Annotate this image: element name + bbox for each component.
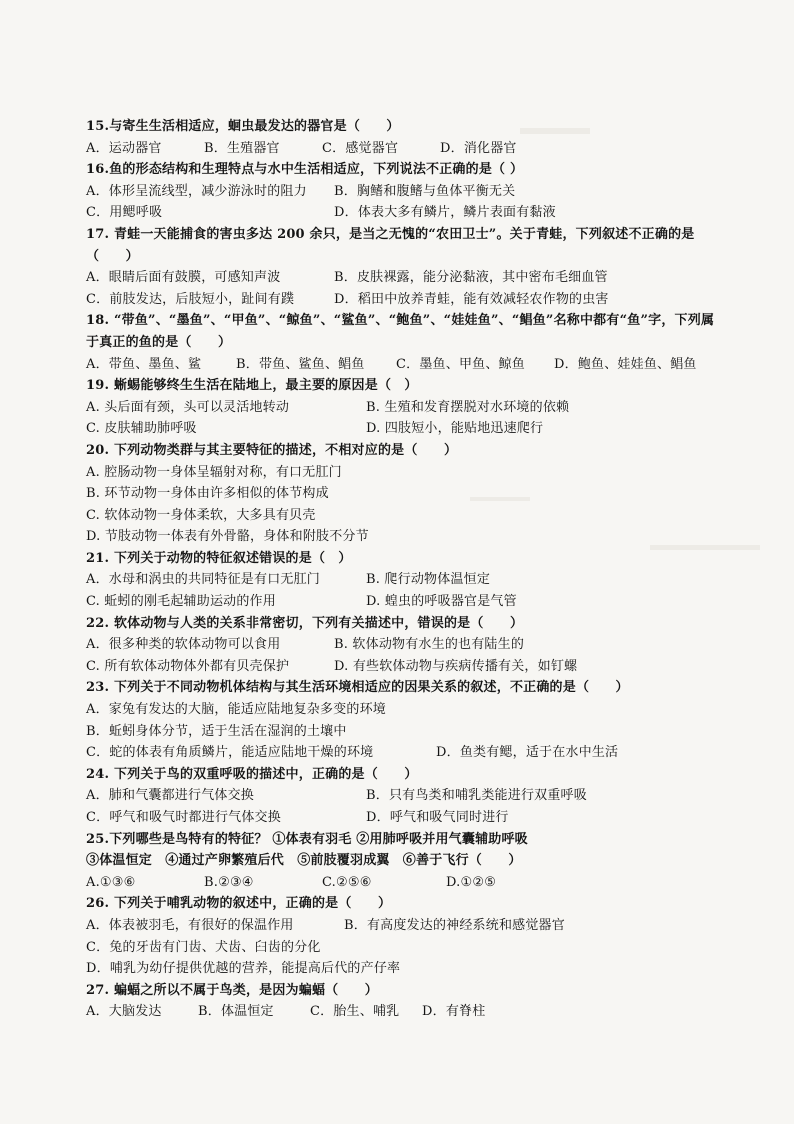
option-b: B. 爬行动物体温恒定: [366, 572, 491, 588]
question-27-stem: 27. 蝙蝠之所以不属于鸟类，是因为蝙蝠（ ）: [86, 982, 378, 998]
option-a: A. 腔肠动物一身体呈辐射对称，有口无肛门: [86, 464, 342, 480]
option-c: C．呼气和吸气时都进行气体交换: [86, 810, 281, 825]
option-a: A．肺和气囊都进行气体交换: [86, 788, 254, 804]
question-15-options: [86, 138, 726, 160]
option-a: A.①③⑥: [86, 874, 136, 890]
option-a: A．眼睛后面有鼓膜，可感知声波: [86, 270, 281, 286]
option-a: A．体形呈流线型，减少游泳时的阻力: [86, 183, 307, 199]
question-15-stem: 15.与寄生生活相适应，蛔虫最发达的器官是（ ）: [86, 119, 400, 134]
question-24-options: [86, 785, 726, 807]
question-25-options: [86, 872, 726, 894]
option-c: C. 所有软体动物体外都有贝壳保护: [86, 658, 290, 674]
question-23-stem: 23. 下列关于不同动物机体结构与其生活环境相适应的因果关系的叙述，不正确的是（ ）: [86, 680, 629, 696]
question-27-options: [86, 1001, 726, 1023]
question-23-options: [86, 742, 726, 764]
option-a: A．体表被羽毛，有很好的保温作用: [86, 917, 294, 933]
option-c: C．兔的牙齿有门齿、犬齿、臼齿的分化: [86, 939, 321, 955]
option-c: C．感觉器官: [322, 140, 399, 156]
question-21-options: [86, 591, 726, 613]
option-a: A. 头后面有颈，头可以灵活地转动: [86, 399, 290, 415]
question-22-options: [86, 634, 726, 656]
option-c: C. 蚯蚓的刚毛起辅助运动的作用: [86, 594, 276, 610]
option-d: D．稻田中放养青蛙，能有效减轻农作物的虫害: [334, 291, 609, 307]
question-21-stem: 21. 下列关于动物的特征叙述错误的是（ ）: [86, 550, 352, 566]
question-19-options: [86, 418, 726, 440]
option-d: D. 蝗虫的呼吸器官是气管: [366, 594, 517, 610]
question-18-stem: 18. “带鱼”、“墨鱼”、“甲鱼”、“鲸鱼”、“鲨鱼”、“鲍鱼”、“娃娃鱼”、“鲳鱼”名称中都有“鱼”字，下列属于真正的鱼的是（ ）: [86, 313, 715, 350]
question-18-options: [86, 354, 726, 376]
question-19-options: [86, 397, 726, 419]
option-c: C. 皮肤辅助肺呼吸: [86, 421, 197, 437]
option-d: D. 有些软体动物与疾病传播有关，如钉螺: [334, 658, 578, 674]
option-b: B．生殖器官: [204, 140, 280, 156]
option-d: D．哺乳为幼仔提供优越的营养，能提高后代的产仔率: [86, 961, 401, 977]
option-a: A．家兔有发达的大脑，能适应陆地复杂多变的环境: [86, 702, 386, 718]
question-16-stem: 16.鱼的形态结构和生理特点与水中生活相适应，下列说法不正确的是（ ）: [86, 162, 524, 178]
option-a: A．大脑发达: [86, 1004, 162, 1020]
question-22-options: [86, 656, 726, 678]
option-a: A．带鱼、墨鱼、鲨: [86, 356, 202, 372]
question-25-stem-continued: ③体温恒定 ④通过产卵繁殖后代 ⑤前肢覆羽成翼 ⑥善于飞行（ ）: [86, 853, 522, 869]
option-d: D.①②⑤: [446, 874, 497, 890]
question-17-stem: 17. 青蛙一天能捕食的害虫多达 200 余只，是当之无愧的“农田卫士”。关于青蛙，下列叙述不正确的是（ ）: [86, 226, 695, 264]
option-a: A．运动器官: [86, 140, 162, 156]
option-a: A．很多种类的软体动物可以食用: [86, 637, 281, 653]
question-20-stem: 20. 下列动物类群与其主要特征的描述，不相对应的是（ ）: [86, 442, 458, 458]
option-b: B．带鱼、鲨鱼、鲳鱼: [236, 356, 365, 372]
question-26-options: [86, 915, 726, 937]
option-b: B．体温恒定: [198, 1004, 274, 1020]
option-d: D．有脊柱: [422, 1004, 486, 1020]
option-b: B．蚯蚓身体分节，适于生活在湿润的土壤中: [86, 723, 347, 739]
question-25-stem: 25.下列哪些是鸟特有的特征？ ①体表有羽毛 ②用肺呼吸并用气囊辅助呼吸: [86, 831, 528, 847]
option-c: C．前肢发达，后肢短小，趾间有蹼: [86, 291, 295, 307]
option-d: D．体表大多有鳞片，鳞片表面有黏液: [334, 205, 556, 221]
option-b: B.②③④: [204, 874, 254, 890]
question-16-options: [86, 202, 726, 224]
option-b: B．皮肤裸露，能分泌黏液，其中密布毛细血管: [334, 270, 608, 286]
option-d: D．消化器官: [440, 140, 517, 156]
option-c: C．墨鱼、甲鱼、鲸鱼: [396, 356, 525, 372]
option-c: C．胎生、哺乳: [310, 1004, 400, 1020]
option-b: B．胸鳍和腹鳍与鱼体平衡无关: [334, 183, 516, 199]
option-d: D. 节肢动物一体表有外骨骼，身体和附肢不分节: [86, 529, 369, 545]
question-24-options: [86, 807, 726, 829]
option-b: B．只有鸟类和哺乳类能进行双重呼吸: [366, 788, 587, 804]
option-d: D．鲍鱼、娃娃鱼、鲳鱼: [554, 356, 697, 372]
option-b: B. 软体动物有水生的也有陆生的: [334, 637, 525, 653]
question-22-stem: 22. 软体动物与人类的关系非常密切，下列有关描述中，错误的是（ ）: [86, 615, 524, 631]
question-21-options: [86, 569, 726, 591]
option-b: B. 生殖和发育摆脱对水环境的依赖: [366, 399, 570, 415]
question-17-options: [86, 267, 726, 289]
option-b: B. 环节动物一身体由许多相似的体节构成: [86, 486, 329, 502]
question-16-options: [86, 181, 726, 203]
option-d: D．鱼类有鳃，适于在水中生活: [436, 745, 619, 761]
option-d: D. 四肢短小，能贴地迅速爬行: [366, 421, 544, 437]
option-a: A．水母和涡虫的共同特征是有口无肛门: [86, 572, 320, 588]
question-list: [86, 116, 726, 1023]
question-19-stem: 19. 蜥蜴能够终生生活在陆地上，最主要的原因是（ ）: [86, 378, 418, 394]
question-17-options: [86, 289, 726, 311]
option-c: C.②⑤⑥: [322, 874, 372, 890]
option-c: C. 软体动物一身体柔软，大多具有贝壳: [86, 507, 316, 523]
option-b: B．有高度发达的神经系统和感觉器官: [344, 917, 565, 933]
question-26-stem: 26. 下列关于哺乳动物的叙述中，正确的是（ ）: [86, 896, 392, 912]
option-c: C．蛇的体表有角质鳞片，能适应陆地干燥的环境: [86, 745, 374, 761]
option-c: C．用鳃呼吸: [86, 205, 163, 221]
option-d: D．呼气和吸气同时进行: [366, 810, 509, 825]
question-24-stem: 24. 下列关于鸟的双重呼吸的描述中，正确的是（ ）: [86, 766, 418, 782]
